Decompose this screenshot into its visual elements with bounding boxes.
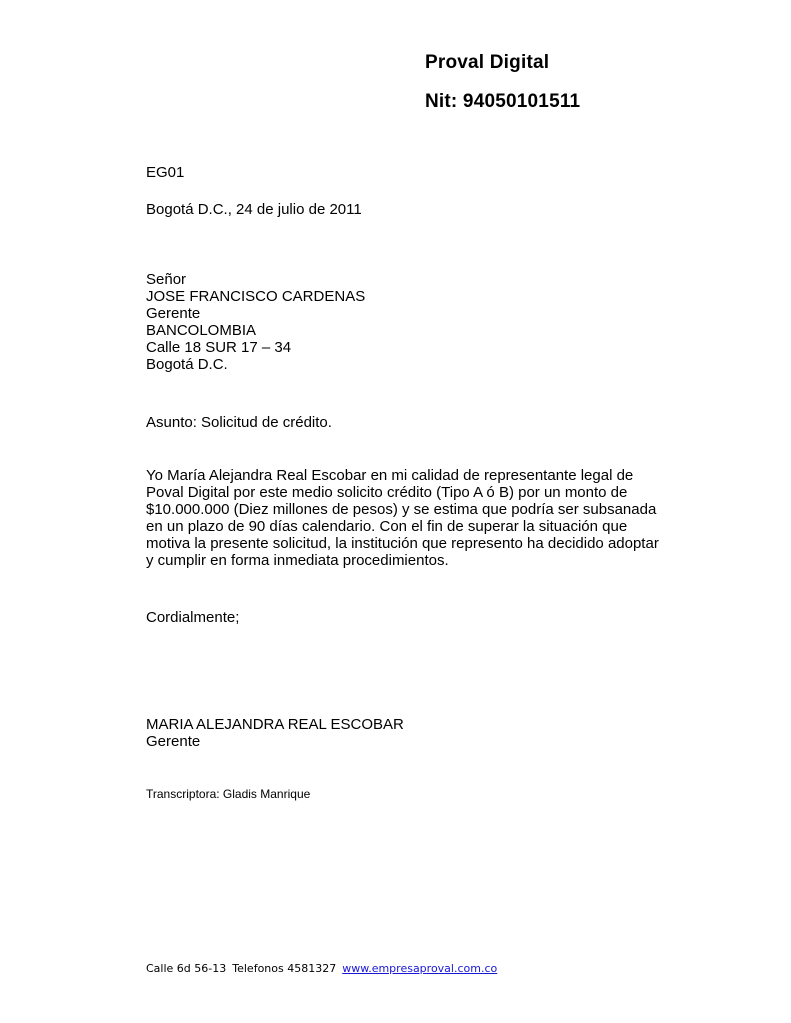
body-line: Yo María Alejandra Real Escobar en mi calidad de representante legal de: [146, 467, 634, 484]
company-name: Proval Digital: [425, 52, 550, 73]
date-line: Bogotá D.C., 24 de julio de 2011: [146, 201, 362, 218]
body-paragraph: [146, 467, 659, 569]
recipient-name: JOSE FRANCISCO CARDENAS: [146, 288, 366, 305]
transcriber-note: Transcriptora: Gladis Manrique: [146, 787, 311, 801]
recipient-title: Gerente: [146, 305, 201, 322]
body-line: Poval Digital por este medio solicito crédito (Tipo A ó B) por un monto de: [146, 484, 628, 501]
body-line: motiva la presente solicitud, la institución que represento ha decidido adoptar: [146, 535, 659, 552]
subject-line: Asunto: Solicitud de crédito.: [146, 414, 332, 431]
signature-block: [146, 716, 404, 750]
body-line: en un plazo de 90 días calendario. Con el fin de superar la situación que: [146, 518, 628, 535]
page-footer: [146, 962, 497, 976]
recipient-address: Calle 18 SUR 17 – 34: [146, 339, 292, 356]
footer-phone: Telefonos 4581327: [232, 962, 337, 975]
signature-name: MARIA ALEJANDRA REAL ESCOBAR: [146, 716, 404, 733]
company-nit: Nit: 94050101511: [425, 91, 581, 112]
body-line: $10.000.000 (Diez millones de pesos) y se estima que podría ser subsanada: [146, 501, 657, 518]
recipient-company: BANCOLOMBIA: [146, 322, 257, 339]
footer-website-link[interactable]: www.empresaproval.com.co: [342, 962, 498, 975]
footer-address: Calle 6d 56-13: [146, 962, 227, 975]
closing-line: Cordialmente;: [146, 609, 240, 626]
recipient-city: Bogotá D.C.: [146, 356, 228, 373]
recipient-salutation: Señor: [146, 271, 187, 288]
body-line: y cumplir en forma inmediata procedimientos.: [146, 552, 449, 569]
signature-title: Gerente: [146, 733, 201, 750]
recipient-block: [146, 271, 365, 373]
reference-code: EG01: [146, 164, 185, 181]
